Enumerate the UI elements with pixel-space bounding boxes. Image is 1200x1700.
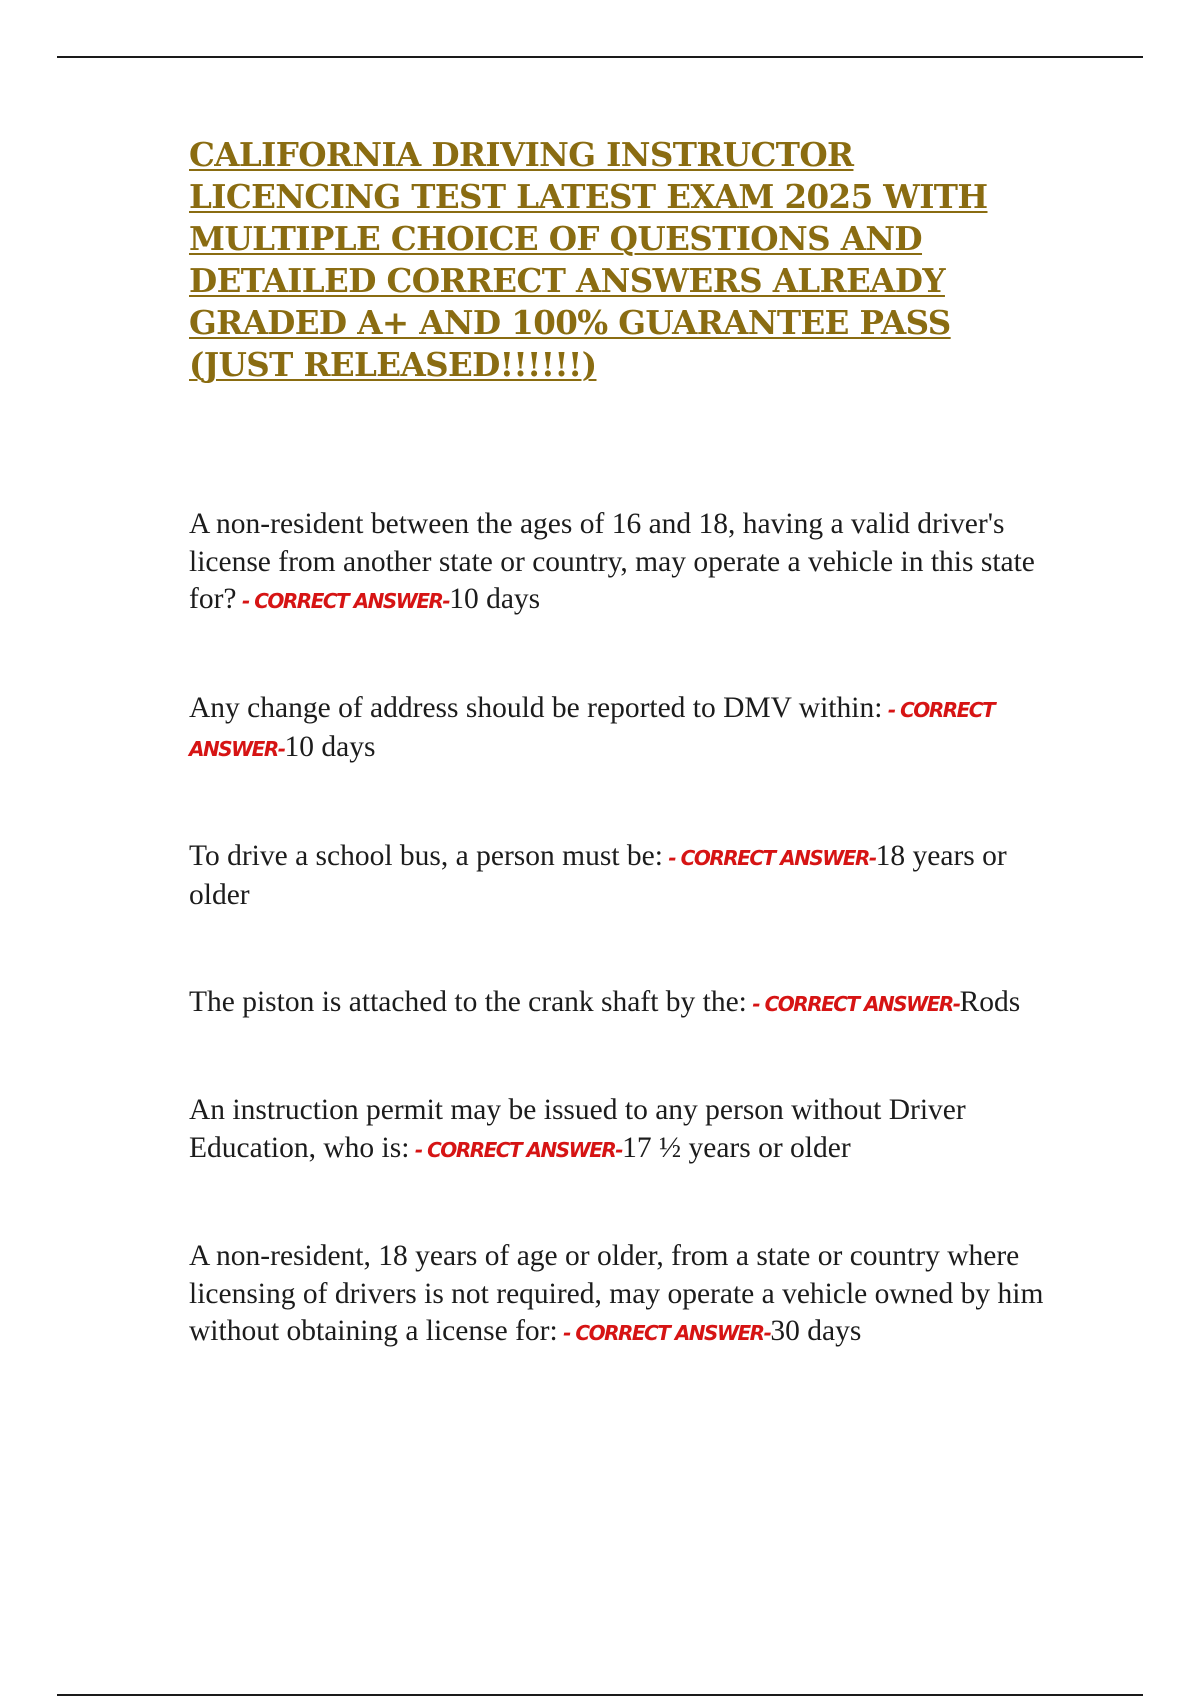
correct-answer-marker: - CORRECT ANSWER-	[189, 697, 995, 761]
bottom-divider	[57, 1694, 1143, 1696]
correct-answer-marker: - CORRECT ANSWER-	[409, 1137, 623, 1162]
question-item	[189, 506, 1059, 621]
correct-answer-marker: - CORRECT ANSWER-	[746, 991, 960, 1016]
correct-answer-marker: - CORRECT ANSWER-	[236, 589, 450, 613]
answer-text: 30 days	[770, 1315, 862, 1347]
question-item	[189, 838, 1059, 915]
question-item	[189, 1092, 1059, 1169]
answer-text: 18 years or older	[189, 839, 1007, 911]
question-text: To drive a school bus, a person must be:	[189, 839, 663, 872]
answer-text: 10 days	[284, 731, 376, 763]
top-divider	[57, 56, 1143, 58]
question-text: A non-resident between the ages of 16 and 18, having a valid driver's license from another state or country, may operate a vehicle in this state for?	[189, 508, 1035, 615]
question-text: Any change of address should be reported to DMV within:	[189, 691, 883, 724]
answer-text: 17 ½ years or older	[622, 1131, 851, 1164]
question-item	[189, 1238, 1059, 1353]
document-title: CALIFORNIA DRIVING INSTRUCTOR LICENCING TEST LATEST EXAM 2025 WITH MULTIPLE CHOICE OF QUESTIONS AND DETAILED CORRECT ANSWERS ALREADY GRADED A+ AND 100% GUARANTEE PASS (JUST RELEASED!!!!!!)	[189, 135, 988, 384]
correct-answer-marker: - CORRECT ANSWER-	[557, 1321, 771, 1345]
correct-answer-marker: - CORRECT ANSWER-	[662, 845, 876, 870]
answer-text: Rods	[959, 985, 1021, 1018]
answer-text: 10 days	[449, 583, 541, 615]
question-text: An instruction permit may be issued to any person without Driver Education, who is:	[189, 1094, 966, 1164]
question-item	[189, 984, 1059, 1024]
question-text: The piston is attached to the crank shaft by the:	[189, 985, 747, 1018]
question-item	[189, 690, 1059, 769]
question-text: A non-resident, 18 years of age or older, from a state or country where licensing of drivers is not required, may operate a vehicle owned by him without obtaining a license for:	[189, 1240, 1044, 1347]
question-list	[189, 506, 1059, 1422]
